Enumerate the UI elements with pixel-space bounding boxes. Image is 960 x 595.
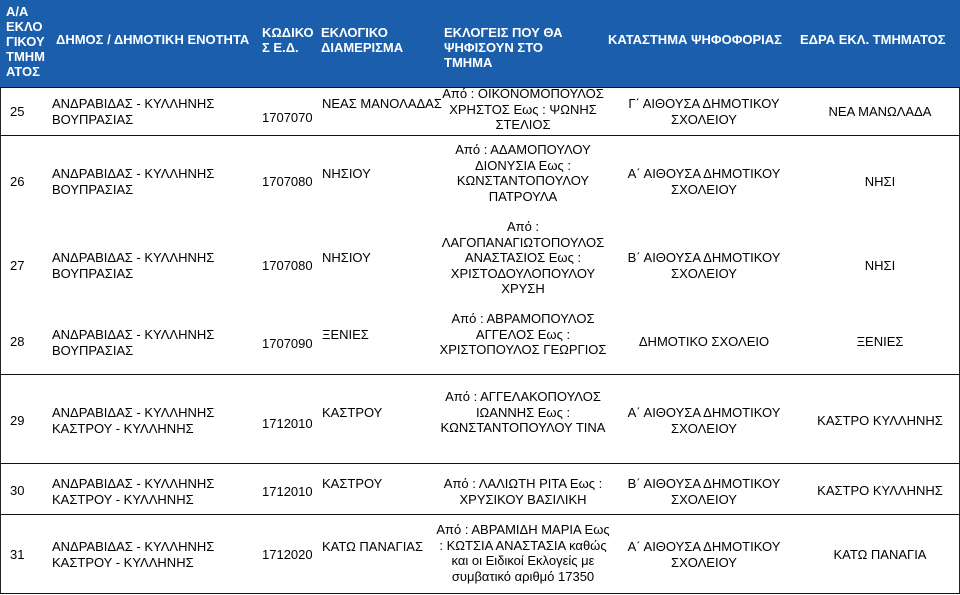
row-katastima: Γ΄ ΑΙΘΟΥΣΑ ΔΗΜΟΤΙΚΟΥ ΣΧΟΛΕΙΟΥ: [628, 96, 780, 127]
row-katastima: Β΄ ΑΙΘΟΥΣΑ ΔΗΜΟΤΙΚΟΥ ΣΧΟΛΕΙΟΥ: [627, 476, 781, 507]
row-edra: ΝΕΑ ΜΑΝΩΛΑΔΑ: [828, 104, 932, 119]
row-ekloges: Από : ΑΒΡΑΜΟΠΟΥΛΟΣ ΑΓΓΕΛΟΣ Εως : ΧΡΙΣΤΟΠΟΥΛΟΣ ΓΕΩΡΓΙΟΣ: [439, 311, 607, 357]
row-kodikos: 1712010: [262, 484, 313, 499]
header-kodikos: ΚΩΔΙΚΟ Σ Ε.Δ.: [262, 25, 314, 55]
row-katastima: Α΄ ΑΙΘΟΥΣΑ ΔΗΜΟΤΙΚΟΥ ΣΧΟΛΕΙΟΥ: [627, 166, 781, 197]
row-dimos: ΑΝΔΡΑΒΙΔΑΣ - ΚΥΛΛΗΝΗΣ ΒΟΥΠΡΑΣΙΑΣ: [52, 250, 215, 281]
header-edra: ΕΔΡΑ ΕΚΛ. ΤΜΗΜΑΤΟΣ: [800, 32, 946, 47]
row-dimos: ΑΝΔΡΑΒΙΔΑΣ - ΚΥΛΛΗΝΗΣ ΒΟΥΠΡΑΣΙΑΣ: [52, 327, 215, 358]
row-divider: [0, 514, 960, 515]
row-katastima: Α΄ ΑΙΘΟΥΣΑ ΔΗΜΟΤΙΚΟΥ ΣΧΟΛΕΙΟΥ: [627, 405, 781, 436]
row-edra: ΚΑΤΩ ΠΑΝΑΓΙΑ: [833, 547, 927, 562]
row-kodikos: 1707070: [262, 110, 313, 125]
row-diamerisma: ΚΑΣΤΡΟΥ: [322, 405, 383, 420]
row-kodikos: 1712010: [262, 416, 313, 431]
row-divider: [0, 135, 960, 136]
row-katastima: Β΄ ΑΙΘΟΥΣΑ ΔΗΜΟΤΙΚΟΥ ΣΧΟΛΕΙΟΥ: [627, 250, 781, 281]
header-aa: Α/Α ΕΚΛΟ ΓΙΚΟΥ ΤΜΗΜ ΑΤΟΣ: [6, 4, 45, 79]
row-ekloges: Από : ΑΓΓΕΛΑΚΟΠΟΥΛΟΣ ΙΩΑΝΝΗΣ Εως : ΚΩΝΣΤΑΝΤΟΠΟΥΛΟΥ ΤΙΝΑ: [440, 389, 606, 435]
row-kodikos: 1707080: [262, 258, 313, 273]
row-diamerisma: ΝΗΣΙΟΥ: [322, 166, 371, 181]
header-katastima: ΚΑΤΑΣΤΗΜΑ ΨΗΦΟΦΟΡΙΑΣ: [608, 32, 782, 47]
row-edra: ΚΑΣΤΡΟ ΚΥΛΛΗΝΗΣ: [817, 413, 943, 428]
row-diamerisma: ΚΑΣΤΡΟΥ: [322, 476, 383, 491]
row-edra: ΞΕΝΙΕΣ: [856, 334, 904, 349]
row-kodikos: 1712020: [262, 547, 313, 562]
row-kodikos: 1707090: [262, 336, 313, 351]
row-dimos: ΑΝΔΡΑΒΙΔΑΣ - ΚΥΛΛΗΝΗΣ ΚΑΣΤΡΟΥ - ΚΥΛΛΗΝΗΣ: [52, 405, 215, 436]
row-divider: [0, 374, 960, 375]
row-aa: 28: [10, 334, 25, 349]
row-diamerisma: ΞΕΝΙΕΣ: [322, 327, 369, 342]
column-divider: [0, 87, 1, 594]
row-ekloges: Από : ΟΙΚΟΝΟΜΟΠΟΥΛΟΣ ΧΡΗΣΤΟΣ Εως : ΨΩΝΗΣ ΣΤΕΛΙΟΣ: [442, 86, 604, 132]
row-katastima: ΔΗΜΟΤΙΚΟ ΣΧΟΛΕΙΟ: [638, 334, 770, 349]
row-aa: 25: [10, 104, 25, 119]
row-ekloges: Από : ΛΑΛΙΩΤΗ ΡΙΤΑ Εως : ΧΡΥΣΙΚΟΥ ΒΑΣΙΛΙΚΗ: [443, 476, 603, 507]
row-diamerisma: ΚΑΤΩ ΠΑΝΑΓΙΑΣ: [322, 539, 424, 554]
row-aa: 27: [10, 258, 25, 273]
row-diamerisma: ΝΕΑΣ ΜΑΝΟΛΑΔΑΣ: [322, 96, 442, 111]
row-aa: 26: [10, 174, 25, 189]
row-katastima: Α΄ ΑΙΘΟΥΣΑ ΔΗΜΟΤΙΚΟΥ ΣΧΟΛΕΙΟΥ: [627, 539, 781, 570]
row-divider: [0, 593, 960, 594]
row-dimos: ΑΝΔΡΑΒΙΔΑΣ - ΚΥΛΛΗΝΗΣ ΒΟΥΠΡΑΣΙΑΣ: [52, 166, 215, 197]
header-diamerisma: ΕΚΛΟΓΙΚΟ ΔΙΑΜΕΡΙΣΜΑ: [321, 25, 404, 55]
row-dimos: ΑΝΔΡΑΒΙΔΑΣ - ΚΥΛΛΗΝΗΣ ΒΟΥΠΡΑΣΙΑΣ: [52, 96, 215, 127]
row-edra: ΚΑΣΤΡΟ ΚΥΛΛΗΝΗΣ: [817, 483, 943, 498]
row-ekloges: Από : ΑΔΑΜΟΠΟΥΛΟΥ ΔΙΟΝΥΣΙΑ Εως : ΚΩΝΣΤΑΝΤΟΠΟΥΛΟΥ ΠΑΤΡΟΥΛΑ: [455, 142, 591, 204]
header-dimos: ΔΗΜΟΣ / ΔΗΜΟΤΙΚΗ ΕΝΟΤΗΤΑ: [56, 32, 250, 47]
row-kodikos: 1707080: [262, 174, 313, 189]
row-divider: [0, 463, 960, 464]
row-aa: 30: [10, 483, 25, 498]
row-ekloges: Από : ΛΑΓΟΠΑΝΑΓΙΩΤΟΠΟΥΛΟΣ ΑΝΑΣΤΑΣΙΟΣ Εως : ΧΡΙΣΤΟΔΟΥΛΟΠΟΥΛΟΥ ΧΡΥΣΗ: [441, 219, 605, 296]
row-aa: 29: [10, 413, 25, 428]
row-edra: ΝΗΣΙ: [864, 174, 896, 189]
row-aa: 31: [10, 547, 25, 562]
row-dimos: ΑΝΔΡΑΒΙΔΑΣ - ΚΥΛΛΗΝΗΣ ΚΑΣΤΡΟΥ - ΚΥΛΛΗΝΗΣ: [52, 539, 215, 570]
header-ekloges: ΕΚΛΟΓΕΙΣ ΠΟΥ ΘΑ ΨΗΦΙΣΟΥΝ ΣΤΟ ΤΜΗΜΑ: [444, 25, 563, 70]
row-ekloges: Από : ΑΒΡΑΜΙΔΗ ΜΑΡΙΑ Εως : ΚΩΤΣΙΑ ΑΝΑΣΤΑΣΙΑ καθώς και οι Ειδικοί Εκλογείς με συμβατικό αριθμό 17350: [436, 522, 610, 584]
row-diamerisma: ΝΗΣΙΟΥ: [322, 250, 371, 265]
row-edra: ΝΗΣΙ: [864, 258, 896, 273]
row-dimos: ΑΝΔΡΑΒΙΔΑΣ - ΚΥΛΛΗΝΗΣ ΚΑΣΤΡΟΥ - ΚΥΛΛΗΝΗΣ: [52, 476, 215, 507]
